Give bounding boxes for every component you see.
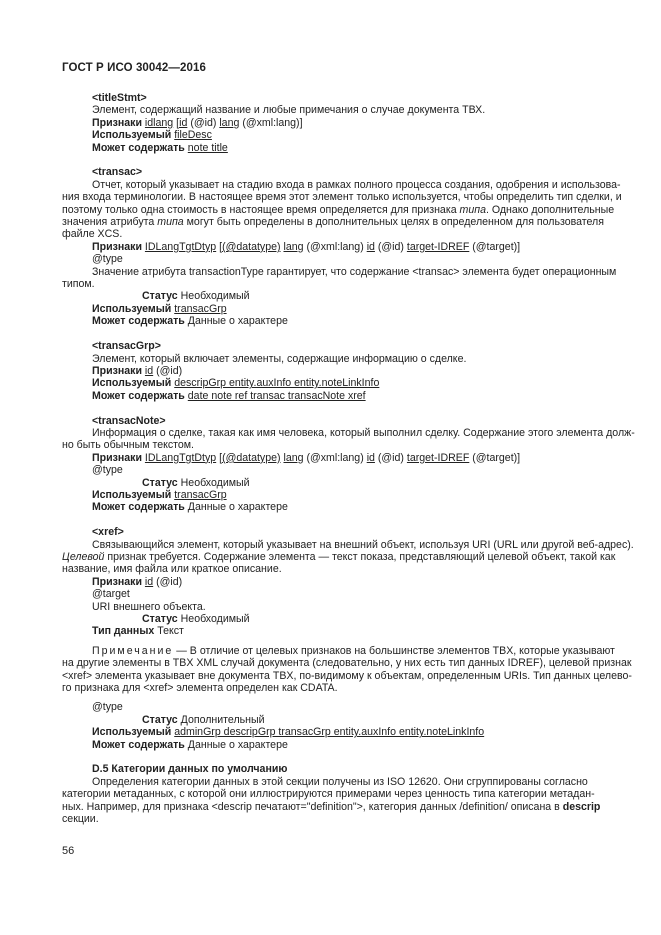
attr-link[interactable]: target-IDREF: [406, 451, 470, 464]
transac-desc-line: Отчет, который указывает на стадию входа в рамках полного процесса создания, одобрения и использова-: [92, 178, 621, 191]
xref-status: Статус Необходимый: [142, 613, 250, 625]
d5-paragraph-line: ных. Например, для признака <descrip печатают="definition">, категория данных /definition/ описана в descrip: [62, 800, 601, 813]
xref-desc-line: Целевой признак требуется. Содержание элемента — текст показа, представляющий целевой объект, такой как: [62, 550, 616, 563]
d5-paragraph-line: секции.: [62, 813, 99, 826]
attr-link[interactable]: idlang: [144, 116, 174, 129]
attributes-label: Признаки: [92, 364, 142, 377]
attr-link[interactable]: lang: [219, 116, 240, 129]
may-contain-label: Может содержать: [92, 141, 185, 154]
attr-link[interactable]: [(@datatype): [219, 451, 281, 464]
status-label: Статус: [142, 476, 178, 489]
xref-note-line: Примечание — В отличие от целевых признаков на большинстве элементов TBX, которые указывают: [92, 644, 615, 657]
transac-attributes: Признаки IDLangTgtDtyp [(@datatype) lang (@xml:lang) id (@id) target-IDREF (@target)]: [92, 240, 521, 253]
transac-status: Статус Необходимый: [142, 290, 250, 303]
attr-link[interactable]: id: [366, 240, 375, 253]
attr-link[interactable]: [(@datatype): [219, 240, 281, 253]
used-label: Используемый: [92, 129, 172, 142]
page-number: 56: [62, 845, 75, 857]
transac-type-attr: @type: [92, 253, 123, 266]
transacnote-attributes: Признаки IDLangTgtDtyp [(@datatype) lang (@xml:lang) id (@id) target-IDREF (@target)]: [92, 451, 521, 464]
attr-link[interactable]: id: [366, 451, 375, 464]
xref-target-desc: URI внешнего объекта.: [92, 600, 206, 613]
may-contain-label: Может содержать: [92, 501, 185, 514]
transacnote-desc-line: Информация о сделке, такая как имя человека, который выполнил сделку. Содержание этого элемента долж-: [92, 426, 635, 439]
may-contain-link[interactable]: date note ref transac transacNote xref: [187, 389, 366, 402]
attr-link[interactable]: target-IDREF: [406, 240, 470, 253]
transac-type-desc: Значение атрибута transactionType гарантирует, что содержание <transac> элемента будет операционным: [92, 265, 617, 278]
transac-used: [62, 303, 600, 315]
d5-paragraph-line: категории метаданных, с которой они иллюстрируются примерами через ценность типа категории метадан-: [62, 788, 595, 801]
xref-type-attr: @type: [92, 701, 123, 714]
status-label: Статус: [142, 290, 178, 303]
page-header: ГОСТ Р ИСО 30042—2016: [62, 62, 207, 74]
transacnote-status: Статус Необходимый: [142, 476, 250, 489]
transacgrp-attributes: Признаки id (@id): [92, 364, 183, 377]
used-link[interactable]: transacGrp: [174, 302, 227, 315]
xref-may-contain: Может содержать Данные о характере: [92, 738, 288, 751]
may-contain-label: Может содержать: [92, 315, 185, 328]
transacnote-used: [62, 489, 600, 501]
attr-link[interactable]: [id: [176, 116, 188, 129]
transacnote-may-contain: Может содержать Данные о характере: [92, 501, 288, 514]
attributes-label: Признаки: [92, 240, 142, 253]
datatype-label: Тип данных: [92, 625, 155, 638]
transac-desc-line: значения атрибута типа могут быть определены в дополнительных целях в определенном для пользователя: [62, 216, 604, 229]
xref-note-line: на другие элементы в TBX XML случай документа (следовательно, у них есть тип данных IDREF), целевой признак: [62, 657, 632, 670]
used-link[interactable]: adminGrp descripGrp transacGrp entity.auxInfo entity.noteLinkInfo: [174, 726, 485, 739]
used-label: Используемый: [92, 377, 172, 390]
status-label: Статус: [142, 613, 178, 625]
transac-may-contain: Может содержать Данные о характере: [92, 315, 288, 328]
section-title-d5: D.5 Категории данных по умолчанию: [92, 763, 288, 776]
attr-link[interactable]: lang: [283, 451, 304, 464]
titlestmt-may-contain: [62, 142, 600, 154]
attr-link[interactable]: IDLangTgtDtyp: [144, 451, 217, 464]
used-link[interactable]: fileDesc: [174, 129, 212, 142]
transac-desc-line: ния входа терминологии. В настоящее время этот элемент только используется, чтобы определить тип сделки, и: [62, 191, 622, 204]
element-tag-titlestmt: <titleStmt>: [92, 92, 147, 104]
xref-type-status: Статус Дополнительный: [142, 713, 265, 726]
used-link[interactable]: transacGrp: [174, 488, 227, 501]
transacgrp-description: Элемент, который включает элементы, содержащие информацию о сделке.: [92, 352, 467, 365]
xref-desc-line: Связывающийся элемент, который указывает на внешний объект, используя URI (URL или другой веб-адрес).: [92, 538, 634, 551]
attributes-label: Признаки: [92, 575, 142, 588]
page-content: [62, 92, 635, 826]
titlestmt-attributes: Признаки idlang [id (@id) lang (@xml:lang)]: [92, 116, 303, 129]
used-label: Используемый: [92, 726, 172, 739]
titlestmt-description: Элемент, содержащий название и любые примечания о случае документа ТВХ.: [92, 104, 486, 117]
d5-paragraph-line: Определения категории данных в этой секции получены из ISO 12620. Они сгруппированы согласно: [92, 775, 588, 788]
transac-type-desc: типом.: [62, 278, 95, 291]
used-link[interactable]: descripGrp entity.auxInfo entity.noteLinkInfo: [174, 377, 380, 390]
transacnote-type-attr: @type: [92, 464, 123, 477]
transac-desc-line: поэтому только одна стоимость в настоящее время определяется для признака типа. Однако дополнительные: [62, 203, 615, 216]
note-label: Примечание: [92, 644, 174, 657]
element-tag-transacgrp: <transacGrp>: [92, 340, 161, 353]
xref-target-attr: @target: [92, 588, 130, 601]
element-tag-transac: <transac>: [92, 166, 143, 179]
may-contain-label: Может содержать: [92, 738, 185, 751]
transac-desc-line: файле XCS.: [62, 228, 123, 241]
attr-link[interactable]: id: [144, 364, 154, 377]
may-contain-link[interactable]: note title: [187, 141, 228, 154]
used-label: Используемый: [92, 488, 172, 501]
transacgrp-may-contain: [62, 390, 600, 402]
element-tag-transacnote: <transacNote>: [92, 414, 166, 427]
attr-link[interactable]: id: [144, 575, 154, 588]
used-label: Используемый: [92, 302, 172, 315]
attributes-label: Признаки: [92, 116, 142, 129]
may-contain-label: Может содержать: [92, 389, 185, 402]
xref-note-line: <xref> элемента указывает вне документа TBX, по-видимому к объектам, определенным URIs. Тип данных целево-: [62, 669, 632, 682]
status-label: Статус: [142, 713, 178, 726]
attr-link[interactable]: IDLangTgtDtyp: [144, 240, 217, 253]
xref-used: [62, 726, 600, 738]
element-tag-xref: <xref>: [92, 526, 124, 539]
attr-link[interactable]: lang: [283, 240, 304, 253]
transacgrp-used: [62, 377, 600, 389]
transacnote-desc-line: но быть обычным текстом.: [62, 439, 194, 452]
xref-desc-line: название, имя файла или краткое описание.: [62, 563, 282, 576]
attributes-label: Признаки: [92, 451, 142, 464]
xref-attributes: Признаки id (@id): [92, 575, 183, 588]
xref-note-line: го признака для <xref> элемента определен как CDATA.: [62, 682, 338, 695]
xref-datatype: Тип данных Текст: [92, 625, 184, 638]
titlestmt-used: [62, 129, 600, 141]
